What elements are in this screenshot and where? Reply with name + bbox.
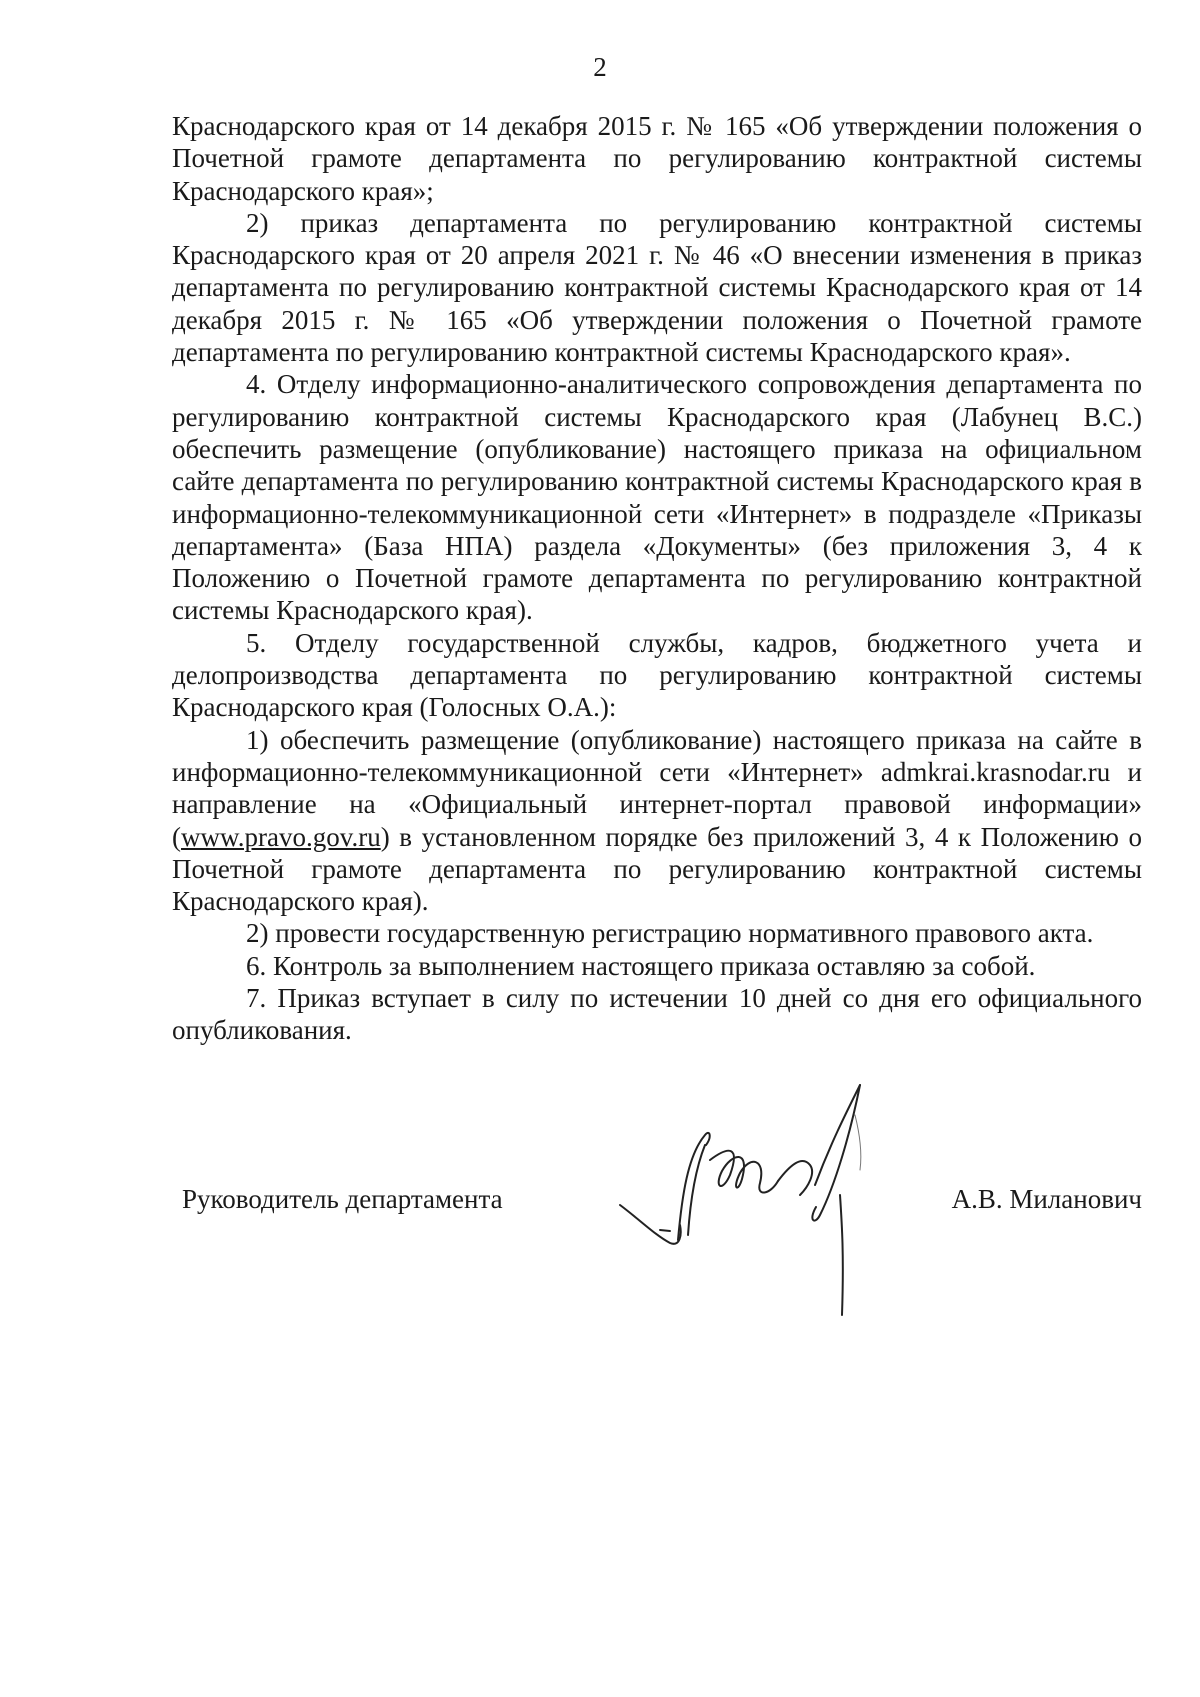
- signatory-name: А.В. Миланович: [951, 1184, 1142, 1214]
- paragraph-continuation: Краснодарского края от 14 декабря 2015 г. № 165 «Об утверждении положения о Почетной грамоте департамента по регулированию контрактной системы Краснодарского края»;: [172, 111, 1142, 206]
- signatory-position: Руководитель департамента: [182, 1184, 503, 1214]
- pravo-link[interactable]: www.pravo.gov.ru: [181, 821, 381, 852]
- paragraph-text: ) в установленном порядке без приложений 3, 4 к Положению о Почетной грамоте департамента по регулированию контрактной системы Краснодарского края).: [172, 821, 1142, 917]
- paragraph-item-6: 6. Контроль за выполнением настоящего приказа оставляю за собой.: [246, 950, 1036, 981]
- paragraph-text: 1) обеспечить размещение (опубликование) настоящего приказа на сайте в информационно-телекоммуникационной сети «Интернет» admkrai.krasnodar.ru и направление на «Официальный интернет-портал правовой информации» (: [172, 724, 1142, 852]
- paragraph-order-item-2: 2) приказ департамента по регулированию контрактной системы Краснодарского края от 20 апреля 2021 г. № 46 «О внесении изменения в приказ департамента по регулированию контрактной системы Краснодарского края от 14 декабря 2015 г. № 165 «Об утверждении положения о Почетной грамоте департамента по регулированию контрактной системы Краснодарского края».: [172, 207, 1142, 368]
- paragraph-item-5-2: 2) провести государственную регистрацию нормативного правового акта.: [246, 918, 1094, 949]
- paragraph-item-5-1: [172, 724, 1142, 918]
- document-body: [172, 110, 1142, 1047]
- paragraph-item-7: 7. Приказ вступает в силу по истечении 10 дней со дня его официального опубликования.: [172, 983, 1142, 1046]
- paragraph-item-4: 4. Отделу информационно-аналитического сопровождения департамента по регулированию контрактной системы Краснодарского края (Лабунец В.С.) обеспечить размещение (опубликование) настоящего приказа на официальном сайте департамента по регулированию контрактной системы Краснодарского края в информационно-телекоммуникационной сети «Интернет» в подразделе «Приказы департамента» (База НПА) раздела «Документы» (без приложения 3, 4 к Положению о Почетной грамоте департамента по регулированию контрактной системы Краснодарского края).: [172, 369, 1142, 626]
- handwritten-signature-image: [610, 1075, 930, 1335]
- page-number: 2: [593, 52, 607, 82]
- paragraph-item-5: 5. Отделу государственной службы, кадров, бюджетного учета и делопроизводства департамента по регулированию контрактной системы Краснодарского края (Голосных О.А.):: [172, 627, 1142, 723]
